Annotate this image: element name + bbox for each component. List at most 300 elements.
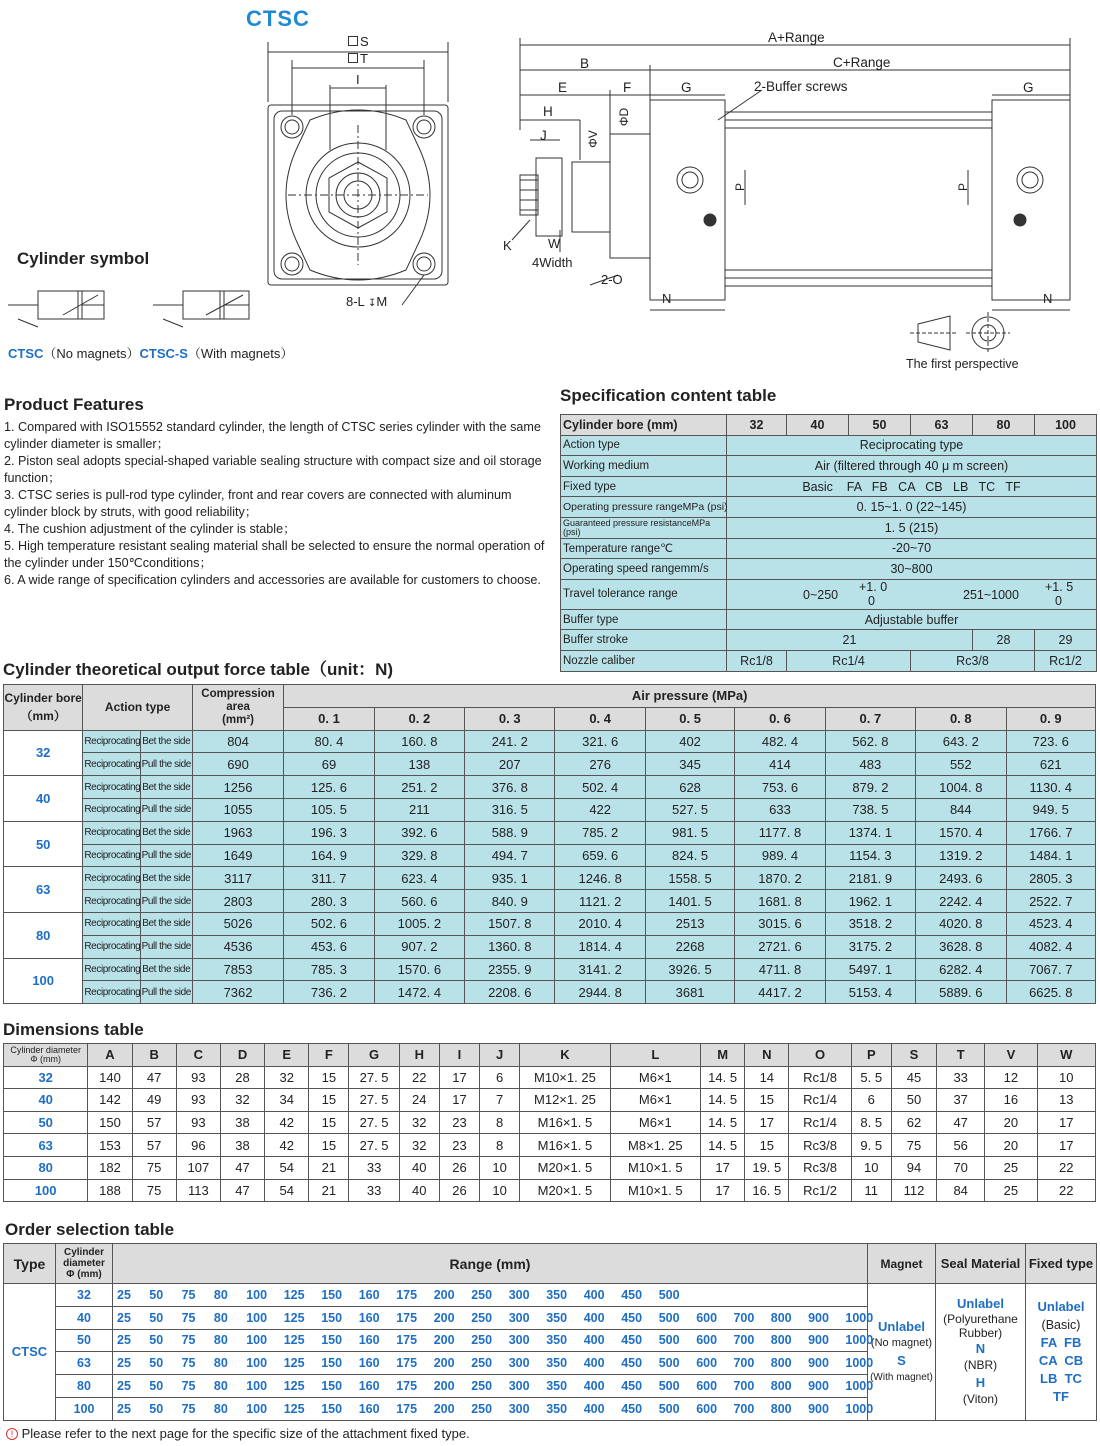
dims-cell: M20×1. 5 — [520, 1156, 610, 1179]
order-range-value: 125 — [283, 1401, 305, 1416]
force-cell: 1484. 1 — [1006, 844, 1096, 867]
order-range-value: 250 — [471, 1379, 493, 1394]
order-range-value: 75 — [181, 1310, 196, 1325]
dims-cell: 40 — [399, 1156, 439, 1179]
dims-cell: 11 — [851, 1179, 891, 1202]
force-cell: 502. 4 — [555, 776, 645, 799]
dims-cell: 38 — [220, 1111, 264, 1134]
features-list — [4, 419, 557, 589]
dims-cell: Rc1/4 — [789, 1111, 851, 1134]
force-side: Bet the side — [140, 912, 192, 935]
order-range-value: 200 — [433, 1379, 455, 1394]
dims-cell: 42 — [265, 1111, 309, 1134]
spec-bore: 40 — [787, 415, 849, 436]
force-cell: 3518. 2 — [825, 912, 915, 935]
feature-item: 1. Compared with ISO15552 standard cylinder, the length of CTSC series cylinder with the same cylinder diameter is smaller； — [4, 420, 541, 451]
force-cell: 643. 2 — [916, 730, 1006, 753]
label-b: B — [580, 56, 590, 71]
seal-h: H — [975, 1375, 986, 1391]
spec-stroke: 21 — [727, 630, 973, 651]
force-cell: 527. 5 — [645, 798, 734, 821]
dims-cell: 107 — [176, 1156, 220, 1179]
force-cell: 6625. 8 — [1006, 981, 1096, 1004]
dims-cell: 47 — [220, 1156, 264, 1179]
order-range-value: 50 — [149, 1379, 164, 1394]
force-cell: 1360. 8 — [465, 935, 555, 958]
force-cell: 1766. 7 — [1006, 821, 1096, 844]
ctsc-s-desc: （With magnets） — [187, 346, 294, 361]
order-range-value: 450 — [621, 1310, 643, 1325]
force-cell: 7067. 7 — [1006, 958, 1096, 981]
order-range-cell — [113, 1306, 874, 1329]
force-pressure-header: 0. 6 — [735, 707, 825, 730]
order-range-value: 175 — [396, 1356, 418, 1371]
force-cell: 1870. 2 — [735, 867, 825, 890]
features-title: Product Features — [4, 395, 144, 414]
force-cell: 483 — [825, 753, 915, 776]
dims-cell: 93 — [176, 1089, 220, 1112]
dims-cell: 15 — [309, 1089, 349, 1112]
tol1-range: 0~250 — [803, 587, 839, 602]
dims-cell: 33 — [349, 1179, 399, 1202]
force-row — [4, 958, 1096, 981]
label-p: P — [733, 182, 748, 192]
order-range-value: 75 — [181, 1287, 196, 1302]
order-range-value: 250 — [471, 1401, 493, 1416]
force-cell: 1962. 1 — [825, 890, 915, 913]
label-m: M — [376, 294, 388, 309]
dims-cell: 38 — [220, 1134, 264, 1157]
force-table — [3, 684, 1096, 1004]
force-col-bore-unit: （mm） — [20, 709, 66, 724]
order-range-value: 350 — [546, 1333, 568, 1348]
order-range-value: 350 — [546, 1287, 568, 1302]
spec-bore: 50 — [849, 415, 911, 436]
ctsc-desc: （No magnets） — [43, 346, 140, 361]
dims-col-header: K — [520, 1044, 610, 1067]
order-range-value: 50 — [149, 1401, 164, 1416]
dims-cell: 57 — [132, 1111, 176, 1134]
dims-col-header: M — [701, 1044, 745, 1067]
dims-cell: 75 — [132, 1156, 176, 1179]
magnet-unlabel: Unlabel — [878, 1318, 925, 1334]
dims-cell: 17 — [439, 1089, 479, 1112]
dims-cell: 8 — [480, 1111, 520, 1134]
order-range-value: 300 — [508, 1333, 530, 1348]
force-side: Bet the side — [140, 867, 192, 890]
dims-cell: 25 — [985, 1156, 1037, 1179]
dims-cell: 75 — [132, 1179, 176, 1202]
order-range-value: 200 — [433, 1287, 455, 1302]
order-diameter: 32 — [56, 1284, 113, 1307]
dims-cell: 13 — [1037, 1089, 1095, 1112]
dims-bore: 50 — [4, 1111, 88, 1134]
force-action: Reciprocating — [83, 867, 140, 890]
dims-cell: 27. 5 — [349, 1134, 399, 1157]
dims-cell: M6×1 — [610, 1111, 700, 1134]
order-range-value: 175 — [396, 1333, 418, 1348]
force-row — [4, 935, 1096, 958]
label-f: F — [623, 80, 632, 95]
order-range-value: 800 — [770, 1310, 792, 1325]
force-bore: 50 — [4, 821, 83, 867]
fixed-basic: (Basic) — [1041, 1317, 1081, 1332]
dims-cell: M16×1. 5 — [520, 1134, 610, 1157]
force-cell: 5026 — [192, 912, 283, 935]
dims-bore: 63 — [4, 1134, 88, 1157]
label-j: J — [540, 128, 547, 143]
spec-nozzle: Rc1/4 — [787, 650, 911, 671]
dims-col-header: B — [132, 1044, 176, 1067]
page-title: CTSC — [246, 6, 310, 31]
force-side: Pull the side — [140, 753, 192, 776]
order-range-value: 450 — [621, 1401, 643, 1416]
dims-cell: 54 — [265, 1179, 309, 1202]
spec-action-label: Action type — [561, 435, 727, 456]
dims-cell: 32 — [265, 1066, 309, 1089]
order-range-value: 400 — [583, 1356, 605, 1371]
order-range-value: 500 — [658, 1401, 680, 1416]
force-side: Pull the side — [140, 890, 192, 913]
order-range-value: 25 — [117, 1379, 131, 1394]
force-bore: 80 — [4, 912, 83, 958]
spec-nozzle: Rc3/8 — [911, 650, 1035, 671]
dims-cell: 26 — [439, 1179, 479, 1202]
dims-col-header: P — [851, 1044, 891, 1067]
spec-bore: 100 — [1035, 415, 1097, 436]
force-cell: 3681 — [645, 981, 734, 1004]
spec-stroke: 28 — [973, 630, 1035, 651]
cylinder-symbol-drawings — [8, 285, 308, 330]
label-c-range: C+Range — [833, 55, 891, 70]
dims-cell: 62 — [891, 1111, 936, 1134]
label-n: N — [662, 291, 672, 306]
order-col-type: Type — [4, 1244, 56, 1284]
order-range-value: 250 — [471, 1310, 493, 1325]
dims-cell: 6 — [480, 1066, 520, 1089]
order-range-value: 400 — [583, 1401, 605, 1416]
label-d: ΦD — [617, 107, 632, 127]
force-cell: 1374. 1 — [825, 821, 915, 844]
seal-n: N — [975, 1341, 986, 1357]
order-range-value: 150 — [321, 1333, 343, 1348]
cylinder-symbol-title: Cylinder symbol — [17, 249, 150, 268]
force-cell: 560. 6 — [374, 890, 464, 913]
dims-corner-unit: Φ (mm) — [30, 1053, 62, 1064]
force-cell: 1004. 8 — [916, 776, 1006, 799]
force-cell: 1963 — [192, 821, 283, 844]
fixed-line: CA CB — [1038, 1352, 1084, 1368]
spec-buffer: Adjustable buffer — [727, 609, 1097, 630]
order-range-value: 100 — [246, 1379, 268, 1394]
feature-item: 5. High temperature resistant sealing material shall be selected to ensure the normal operation of the cylinder under 150℃conditions； — [4, 539, 545, 570]
order-range-value: 160 — [358, 1333, 380, 1348]
label-i: I — [356, 72, 360, 87]
dims-cell: 34 — [265, 1089, 309, 1112]
order-range-value: 350 — [546, 1356, 568, 1371]
order-magnet-cell — [868, 1284, 936, 1421]
force-cell: 241. 2 — [465, 730, 555, 753]
force-cell: 2944. 8 — [555, 981, 645, 1004]
force-cell: 422 — [555, 798, 645, 821]
order-range-value: 450 — [621, 1379, 643, 1394]
dims-cell: 15 — [745, 1089, 789, 1112]
dims-cell: 14 — [745, 1066, 789, 1089]
dims-row — [4, 1111, 1096, 1134]
order-col-diam: Cylinder diameter — [63, 1247, 105, 1269]
dims-cell: 22 — [399, 1066, 439, 1089]
order-range-value: 300 — [508, 1356, 530, 1371]
force-action: Reciprocating — [83, 890, 140, 913]
force-cell: 2805. 3 — [1006, 867, 1096, 890]
order-range-value: 50 — [149, 1333, 164, 1348]
force-pressure-header: 0. 7 — [825, 707, 915, 730]
feature-item: 2. Piston seal adopts special-shaped variable sealing structure with compact size and oil storage function； — [4, 454, 542, 485]
force-cell: 1472. 4 — [374, 981, 464, 1004]
force-side: Bet the side — [140, 958, 192, 981]
order-range-value: 600 — [696, 1379, 718, 1394]
dims-cell: 10 — [480, 1156, 520, 1179]
order-range-value: 250 — [471, 1333, 493, 1348]
dims-cell: 142 — [88, 1089, 132, 1112]
force-pressure-header: 0. 2 — [374, 707, 464, 730]
spec-tolerance-label: Travel tolerance range — [561, 579, 727, 609]
dims-cell: 33 — [349, 1156, 399, 1179]
order-range-value: 700 — [733, 1310, 755, 1325]
force-row — [4, 890, 1096, 913]
order-range-value: 1000 — [845, 1333, 874, 1348]
spec-medium: Air (filtered through 40 μ m screen) — [727, 456, 1097, 477]
force-side: Bet the side — [140, 730, 192, 753]
force-cell: 2010. 4 — [555, 912, 645, 935]
order-range-value: 700 — [733, 1379, 755, 1394]
force-cell: 949. 5 — [1006, 798, 1096, 821]
force-cell: 1154. 3 — [825, 844, 915, 867]
order-range-value: 80 — [213, 1287, 228, 1302]
dims-col-header: L — [610, 1044, 700, 1067]
magnet-no: (No magnet) — [870, 1336, 933, 1349]
force-cell: 196. 3 — [284, 821, 374, 844]
force-cell: 1507. 8 — [465, 912, 555, 935]
force-cell: 1256 — [192, 776, 283, 799]
force-cell: 4536 — [192, 935, 283, 958]
order-range-value: 150 — [321, 1287, 343, 1302]
dims-cell: 21 — [309, 1179, 349, 1202]
order-range-value: 700 — [733, 1356, 755, 1371]
order-range-value: 150 — [321, 1310, 343, 1325]
force-cell: 628 — [645, 776, 734, 799]
force-side: Bet the side — [140, 776, 192, 799]
force-cell: 879. 2 — [825, 776, 915, 799]
force-cell: 1319. 2 — [916, 844, 1006, 867]
dims-cell: 14. 5 — [701, 1089, 745, 1112]
dims-cell: 10 — [480, 1179, 520, 1202]
dims-cell: 17 — [439, 1066, 479, 1089]
order-range-value: 150 — [321, 1356, 343, 1371]
force-cell: 1246. 8 — [555, 867, 645, 890]
dims-cell: 33 — [937, 1066, 985, 1089]
force-action: Reciprocating — [83, 776, 140, 799]
label-e: E — [558, 80, 568, 95]
order-range-value: 175 — [396, 1310, 418, 1325]
dims-cell: 40 — [399, 1179, 439, 1202]
force-cell: 2721. 6 — [735, 935, 825, 958]
fixed-line: TF — [1053, 1388, 1069, 1404]
force-cell: 392. 6 — [374, 821, 464, 844]
dims-col-header: D — [220, 1044, 264, 1067]
dims-cell: 45 — [891, 1066, 936, 1089]
force-cell: 207 — [465, 753, 555, 776]
label-a-range: A+Range — [768, 30, 825, 45]
force-cell: 552 — [916, 753, 1006, 776]
force-cell: 7362 — [192, 981, 283, 1004]
spec-bore-label: Cylinder bore (mm) — [561, 415, 727, 436]
dims-cell: 37 — [937, 1089, 985, 1112]
dims-col-header: A — [88, 1044, 132, 1067]
force-cell: 376. 8 — [465, 776, 555, 799]
dims-cell: M10×1. 25 — [520, 1066, 610, 1089]
force-row — [4, 867, 1096, 890]
label-h: H — [543, 104, 553, 119]
force-cell: 588. 9 — [465, 821, 555, 844]
dims-col-header: H — [399, 1044, 439, 1067]
order-range-value: 175 — [396, 1401, 418, 1416]
force-col-bore: Cylinder bore — [4, 691, 82, 706]
dims-cell: 17 — [701, 1179, 745, 1202]
order-range-value: 25 — [117, 1310, 131, 1325]
order-range-value: 25 — [117, 1287, 131, 1302]
label-g: G — [681, 80, 692, 95]
order-range-value: 175 — [396, 1287, 418, 1302]
force-cell: 482. 4 — [735, 730, 825, 753]
dims-cell: 27. 5 — [349, 1089, 399, 1112]
force-cell: 2522. 7 — [1006, 890, 1096, 913]
force-pressure-header: 0. 9 — [1006, 707, 1096, 730]
order-range-value: 100 — [246, 1356, 268, 1371]
force-action: Reciprocating — [83, 821, 140, 844]
force-action: Reciprocating — [83, 912, 140, 935]
force-title: Cylinder theoretical output force table（unit：N) — [3, 660, 394, 679]
fixed-line: LB TC — [1040, 1370, 1082, 1386]
spec-medium-label: Working medium — [561, 456, 727, 477]
dims-bore: 32 — [4, 1066, 88, 1089]
force-cell: 2803 — [192, 890, 283, 913]
dims-row — [4, 1134, 1096, 1157]
spec-stroke-label: Buffer stroke — [561, 630, 727, 651]
force-cell: 494. 7 — [465, 844, 555, 867]
force-row — [4, 912, 1096, 935]
force-cell: 1055 — [192, 798, 283, 821]
dims-cell: 23 — [439, 1134, 479, 1157]
spec-stroke: 29 — [1035, 630, 1097, 651]
force-side: Pull the side — [140, 981, 192, 1004]
label-n2: N — [1043, 291, 1053, 306]
order-diameter: 63 — [56, 1352, 113, 1375]
order-diameter: 80 — [56, 1375, 113, 1398]
order-range-cell — [113, 1352, 874, 1375]
force-row — [4, 844, 1096, 867]
label-w: W — [548, 236, 561, 251]
order-range-value: 900 — [808, 1310, 829, 1325]
spec-fixed-label: Fixed type — [561, 476, 727, 497]
dims-cell: M16×1. 5 — [520, 1111, 610, 1134]
order-range-cell — [113, 1397, 874, 1420]
dims-cell: 17 — [1037, 1111, 1095, 1134]
dims-title: Dimensions table — [3, 1020, 144, 1039]
force-cell: 804 — [192, 730, 283, 753]
order-range-value: 80 — [213, 1379, 228, 1394]
dims-col-header: V — [985, 1044, 1037, 1067]
order-range-value: 50 — [149, 1287, 164, 1302]
dims-cell: 70 — [937, 1156, 985, 1179]
order-range-value: 800 — [770, 1401, 792, 1416]
dims-cell: M20×1. 5 — [520, 1179, 610, 1202]
dims-cell: 96 — [176, 1134, 220, 1157]
order-diameter: 40 — [56, 1306, 113, 1329]
order-range-value: 150 — [321, 1379, 343, 1394]
dims-cell: 19. 5 — [745, 1156, 789, 1179]
force-row — [4, 753, 1096, 776]
force-cell: 1814. 4 — [555, 935, 645, 958]
order-range-value: 160 — [358, 1356, 380, 1371]
dims-cell: 47 — [937, 1111, 985, 1134]
dims-cell: 49 — [132, 1089, 176, 1112]
force-action: Reciprocating — [83, 981, 140, 1004]
order-range-value: 400 — [583, 1333, 605, 1348]
label-s: S — [360, 34, 369, 49]
dims-cell: 27. 5 — [349, 1066, 399, 1089]
force-cell: 723. 6 — [1006, 730, 1096, 753]
force-col-area-unit: (mm²) — [222, 713, 255, 726]
dims-cell: 17 — [1037, 1134, 1095, 1157]
dims-col-header: E — [265, 1044, 309, 1067]
order-range-value: 100 — [246, 1401, 268, 1416]
dims-cell: 182 — [88, 1156, 132, 1179]
force-bore: 100 — [4, 958, 83, 1004]
dims-cell: 32 — [399, 1111, 439, 1134]
dims-col-header: F — [309, 1044, 349, 1067]
force-cell: 1401. 5 — [645, 890, 734, 913]
order-range-value: 100 — [246, 1333, 268, 1348]
force-cell: 5889. 6 — [916, 981, 1006, 1004]
dims-cell: M6×1 — [610, 1089, 700, 1112]
order-range-value: 100 — [246, 1310, 268, 1325]
force-pressure-header: 0. 8 — [916, 707, 1006, 730]
force-cell: 907. 2 — [374, 935, 464, 958]
spec-speed: 30~800 — [727, 559, 1097, 580]
force-cell: 3926. 5 — [645, 958, 734, 981]
dims-cell: 23 — [439, 1111, 479, 1134]
force-col-action: Action type — [83, 685, 192, 731]
order-range-value: 450 — [621, 1356, 643, 1371]
force-cell: 4711. 8 — [735, 958, 825, 981]
dims-cell: 10 — [1037, 1066, 1095, 1089]
dims-row — [4, 1156, 1096, 1179]
dims-cell: Rc3/8 — [789, 1156, 851, 1179]
first-perspective-symbol — [910, 312, 1020, 356]
dims-cell: 17 — [745, 1111, 789, 1134]
order-range-value: 50 — [149, 1356, 164, 1371]
order-range-cell — [113, 1329, 874, 1352]
spec-action: Reciprocating type — [727, 435, 1097, 456]
order-range-value: 200 — [433, 1310, 455, 1325]
force-cell: 329. 8 — [374, 844, 464, 867]
force-cell: 2242. 4 — [916, 890, 1006, 913]
order-range-value: 25 — [117, 1356, 131, 1371]
force-cell: 5497. 1 — [825, 958, 915, 981]
order-range-value: 125 — [283, 1310, 305, 1325]
label-4width: 4Width — [532, 255, 573, 270]
